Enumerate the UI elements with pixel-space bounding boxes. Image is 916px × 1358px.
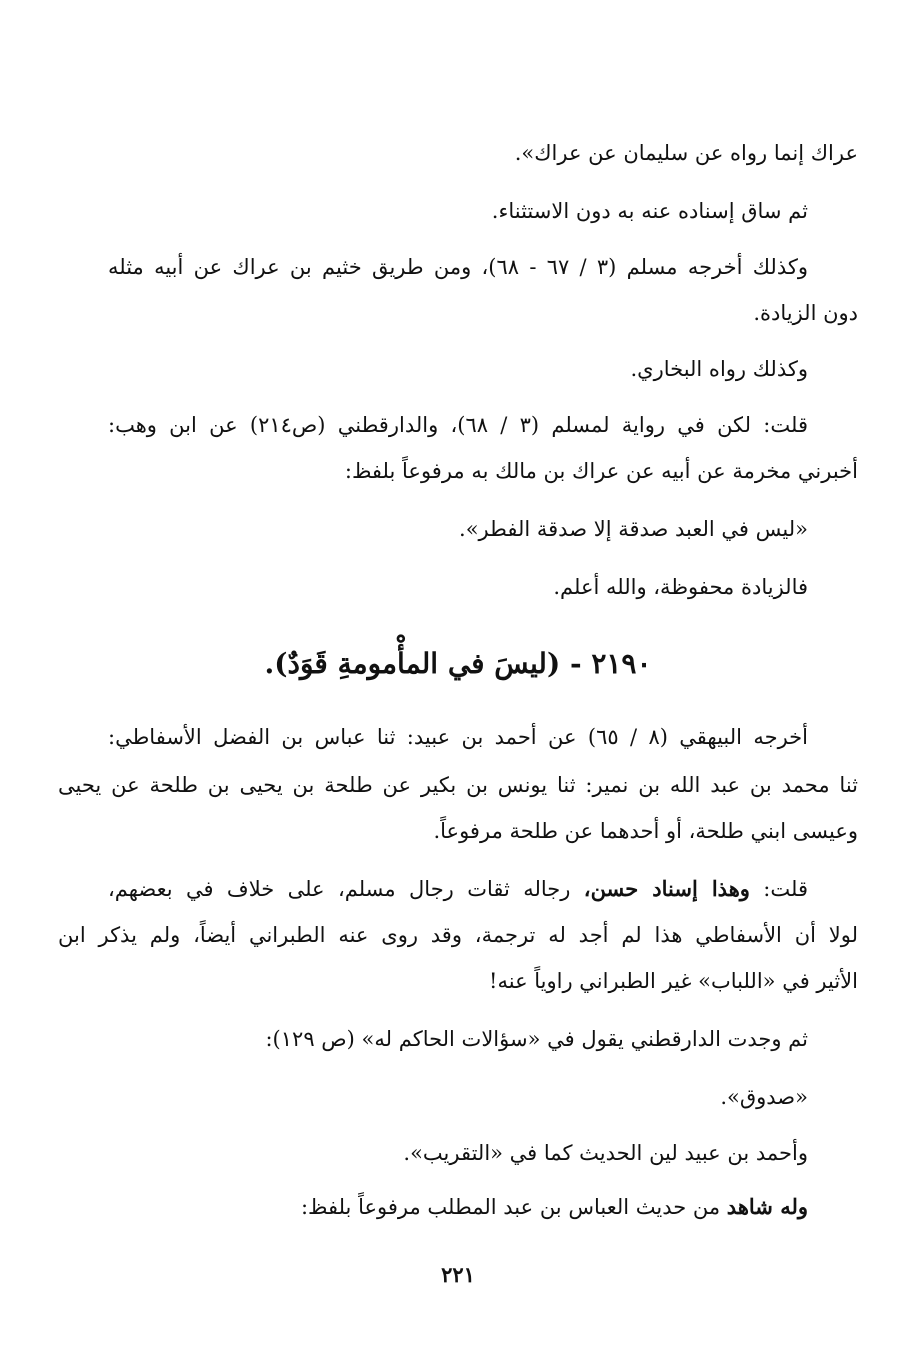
text-segment: رجاله ثقات رجال مسلم، على خلاف في بعضهم، — [108, 877, 584, 901]
text-line: فالزيادة محفوظة، والله أعلم. — [553, 575, 808, 599]
page-number: ٢٢١ — [441, 1262, 475, 1287]
text-line: وكذلك أخرجه مسلم (٣ / ٦٧ - ٦٨)، ومن طريق خثيم بن عراك عن أبيه مثله — [108, 255, 808, 279]
text-line: وكذلك رواه البخاري. — [630, 357, 808, 381]
bold-phrase: وهذا إسناد حسن، — [583, 876, 750, 901]
text-line: دون الزيادة. — [753, 301, 858, 325]
text-line: أخبرني مخرمة عن أبيه عن عراك بن مالك به مرفوعاً بلفظ: — [344, 459, 858, 483]
text-line: لولا أن الأسفاطي هذا لم أجد له ترجمة، وقد روى عنه الطبراني أيضاً، ولم يذكر ابن — [58, 923, 858, 947]
text-segment: قلت: — [749, 877, 808, 901]
text-line: وعيسى ابني طلحة، أو أحدهما عن طلحة مرفوعاً. — [433, 819, 858, 843]
text-line — [301, 1192, 808, 1222]
text-line: ثم وجدت الدارقطني يقول في «سؤالات الحاكم له» (ص ١٢٩): — [265, 1027, 808, 1051]
text-line: وأحمد بن عبيد لين الحديث كما في «التقريب». — [403, 1141, 808, 1165]
hadith-heading: ٢١٩٠ - (ليسَ في المأْمومةِ قَوَدٌ). — [264, 647, 652, 680]
quote-line: «صدوق». — [720, 1085, 808, 1109]
bold-phrase: وله شاهد — [726, 1194, 808, 1219]
text-line: الأثير في «اللباب» غير الطبراني راوياً عنه! — [489, 969, 858, 993]
text-line: قلت: لكن في رواية لمسلم (٣ / ٦٨)، والدارقطني (ص٢١٤) عن ابن وهب: — [108, 413, 808, 437]
text-segment: من حديث العباس بن عبد المطلب مرفوعاً بلفظ: — [300, 1195, 727, 1219]
text-line: أخرجه البيهقي (٨ / ٦٥) عن أحمد بن عبيد: ثنا عباس بن الفضل الأسفاطي: — [108, 725, 808, 749]
text-line: ثم ساق إسناده عنه به دون الاستثناء. — [491, 199, 808, 223]
text-line: ثنا محمد بن عبد الله بن نمير: ثنا يونس بن بكير عن طلحة بن يحيى بن طلحة عن يحيى — [58, 773, 858, 797]
quote-line: «ليس في العبد صدقة إلا صدقة الفطر». — [459, 517, 808, 541]
text-line — [108, 874, 808, 904]
text-line: عراك إنما رواه عن سليمان عن عراك». — [514, 141, 858, 165]
